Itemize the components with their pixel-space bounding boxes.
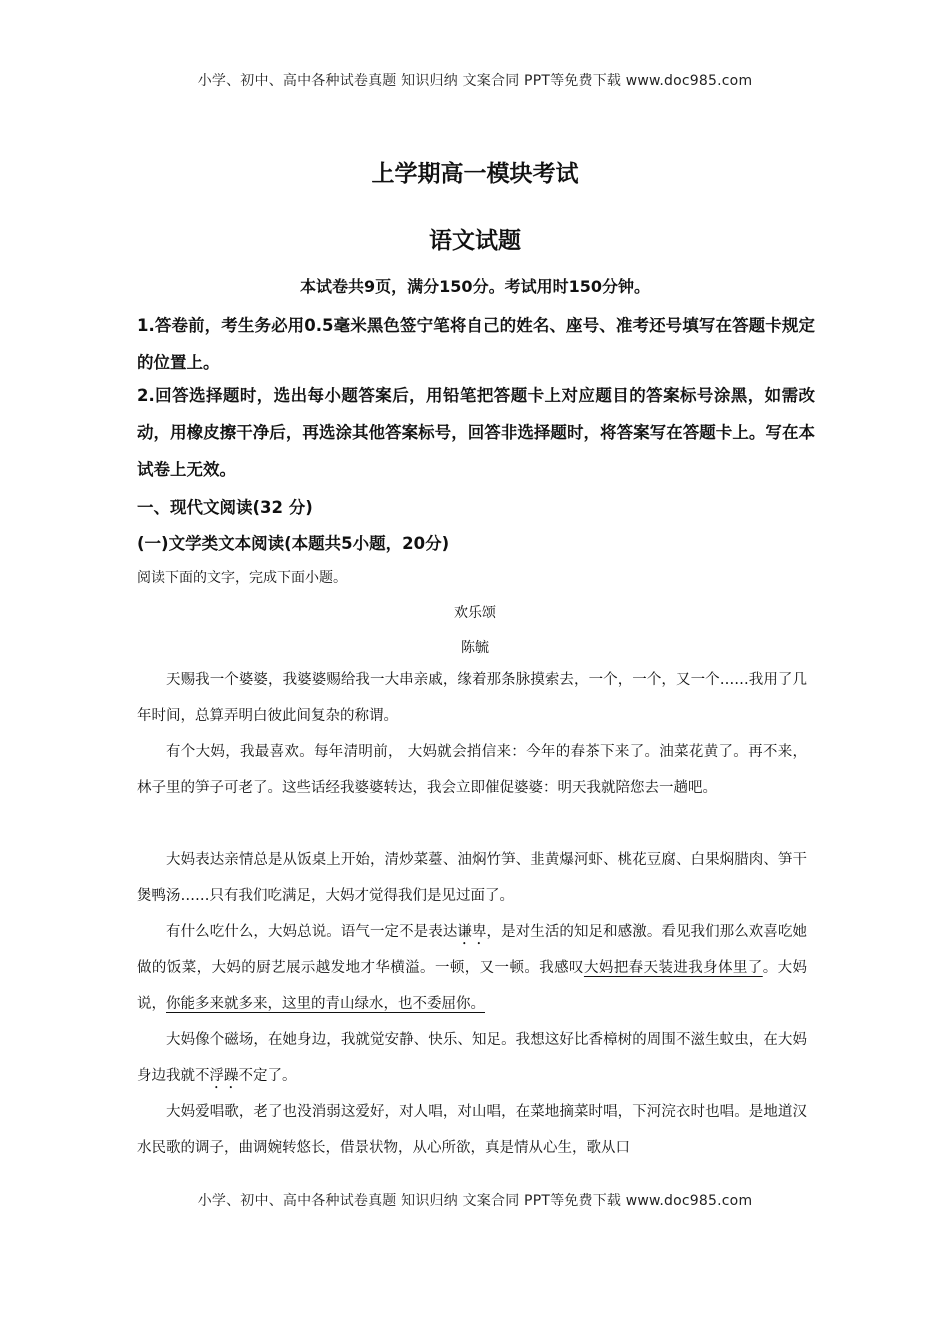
underlined-sentence: 大妈把春天装进我身体里了 [583, 960, 763, 976]
paragraph-text: 大妈像个磁场，在她身边，我就觉安静、快乐、知足。我想这好比香樟树的周围不滋生蚊虫，在大妈身边我就不 [137, 1032, 807, 1084]
paragraph-text: 不定了。 [238, 1068, 297, 1084]
page-footer: 小学、初中、高中各种试卷真题 知识归纳 文案合同 PPT等免费下载 www.doc985.com [197, 1193, 753, 1209]
paragraph-text: ，是对生活的知足和感激。看见我们那么欢喜吃她做的饭菜，大妈的厨艺展示越发地才华横溢。一顿，又一顿。我感叹 [137, 924, 808, 976]
underlined-sentence: 你能多来就多来，这里的青山绿水，也不委屈你。 [166, 996, 485, 1012]
instruction-2: 2.回答选择题时，选出每小题答案后，用铅笔把答题卡上对应题目的答案标号涂黑，如需改动，用橡皮擦干净后，再选涂其他答案标号，回答非选择题时，将答案写在答题卡上。写在本试卷上无效。 [137, 386, 815, 479]
subsection-heading: (一)文学类文本阅读(本题共5小题，20分) [137, 534, 450, 553]
passage-paragraph-5 [137, 1022, 807, 1094]
passage-author: 陈毓 [461, 640, 489, 656]
passage-paragraph-1: 天赐我一个婆婆，我婆婆赐给我一大串亲戚，缘着那条脉摸索去，一个，一个，又一个……我用了几年时间，总算弄明白彼此间复杂的称谓。 [137, 672, 807, 724]
page-header: 小学、初中、高中各种试卷真题 知识归纳 文案合同 PPT等免费下载 www.doc985.com [197, 73, 753, 89]
dotted-word: 浮躁 [209, 1068, 239, 1084]
passage-paragraph-6: 大妈爱唱歌，老了也没消弱这爱好，对人唱，对山唱，在菜地摘菜时唱，下河浣衣时也唱。是地道汉水民歌的调子，曲调婉转悠长，借景状物，从心所欲，真是情从心生，歌从口 [137, 1104, 807, 1156]
reading-lead: 阅读下面的文字，完成下面小题。 [137, 570, 347, 586]
exam-title: 上学期高一模块考试 [371, 161, 579, 187]
exam-notice: 本试卷共9页，满分150分。考试用时150分钟。 [300, 277, 650, 296]
passage-title: 欢乐颂 [454, 605, 496, 621]
dotted-word: 谦卑 [457, 924, 487, 940]
passage-paragraph-3: 大妈表达亲情总是从饭桌上开始，清炒菜薹、油焖竹笋、韭黄爆河虾、桃花豆腐、白果焖腊肉、笋干煲鸭汤……只有我们吃满足，大妈才觉得我们是见过面了。 [137, 852, 807, 904]
section-heading: 一、现代文阅读(32 分) [137, 498, 313, 517]
paragraph-text: 。大妈说， [137, 960, 808, 1012]
instruction-1: 1.答卷前，考生务必用0.5毫米黑色签宁笔将自己的姓名、座号、准考还号填写在答题卡规定的位置上。 [137, 316, 815, 372]
passage-paragraph-2: 有个大妈，我最喜欢。每年清明前， 大妈就会捎信来：今年的春茶下来了。油菜花黄了。再不来，林子里的笋子可老了。这些话经我婆婆转达，我会立即催促婆婆：明天我就陪您去一趟吧。 [137, 744, 807, 796]
paragraph-text: 有什么吃什么，大妈总说。语气一定不是表达 [166, 924, 458, 940]
exam-subject: 语文试题 [429, 228, 521, 254]
passage-paragraph-4 [137, 914, 807, 1022]
